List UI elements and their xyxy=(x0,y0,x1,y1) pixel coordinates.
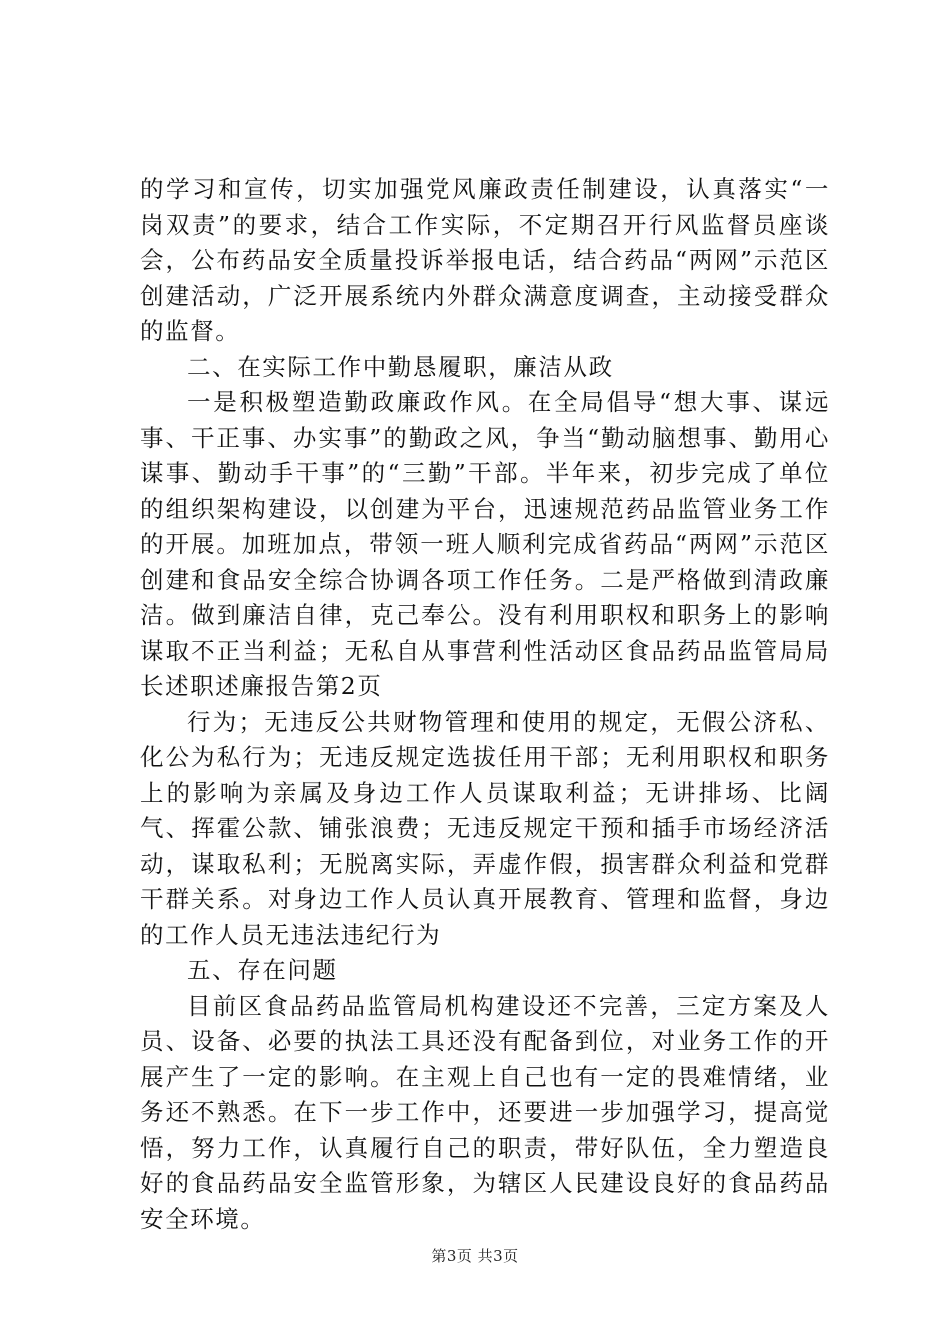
paragraph-supervision-intro: 的学习和宣传，切实加强党风廉政责任制建设，认真落实“一岗双责”的要求，结合工作实际，不定期召开行风监督员座谈会，公布药品安全质量投诉举报电话，结合药品“两网”示范区创建活动，广泛开展系统内外群众满意度调查，主动接受群众的监督。 xyxy=(140,175,830,345)
document-body xyxy=(140,172,830,1237)
paragraph-existing-problems: 目前区食品药品监管局机构建设还不完善，三定方案及人员、设备、必要的执法工具还没有配备到位，对业务工作的开展产生了一定的影响。在主观上自己也有一定的畏难情绪，业务还不熟悉。在下一步工作中，还要进一步加强学习，提高觉悟，努力工作，认真履行自己的职责，带好队伍，全力塑造良好的食品药品安全监管形象，为辖区人民建设良好的食品药品安全环境。 xyxy=(140,991,830,1233)
page-footer: 第3页 共3页 xyxy=(431,1247,519,1265)
paragraph-conduct-rules: 行为；无违反公共财物管理和使用的规定，无假公济私、化公为私行为；无违反规定选拔任用干部；无利用职权和职务上的影响为亲属及身边工作人员谋取利益；无讲排场、比阔气、挥霍公款、铺张浪费；无违反规定干预和插手市场经济活动，谋取私利；无脱离实际，弄虚作假，损害群众利益和党群干群关系。对身边工作人员认真开展教育、管理和监督，身边的工作人员无违法违纪行为 xyxy=(140,707,830,949)
section-heading-diligent-duty: 二、在实际工作中勤恳履职，廉洁从政 xyxy=(187,352,614,381)
paragraph-diligent-style: 一是积极塑造勤政廉政作风。在全局倡导“想大事、谋远事、干正事、办实事”的勤政之风，争当“勤动脑想事、勤用心谋事、勤动手干事”的“三勤”干部。半年来，初步完成了单位的组织架构建设，以创建为平台，迅速规范药品监管业务工作的开展。加班加点，带领一班人顺利完成省药品“两网”示范区创建和食品安全综合协调各项工作任务。二是严格做到清政廉洁。做到廉洁自律，克己奉公。没有利用职权和职务上的影响谋取不正当利益；无私自从事营利性活动区食品药品监管局局长述职述廉报告第2页 xyxy=(140,388,830,700)
section-heading-existing-problems: 五、存在问题 xyxy=(187,956,338,984)
